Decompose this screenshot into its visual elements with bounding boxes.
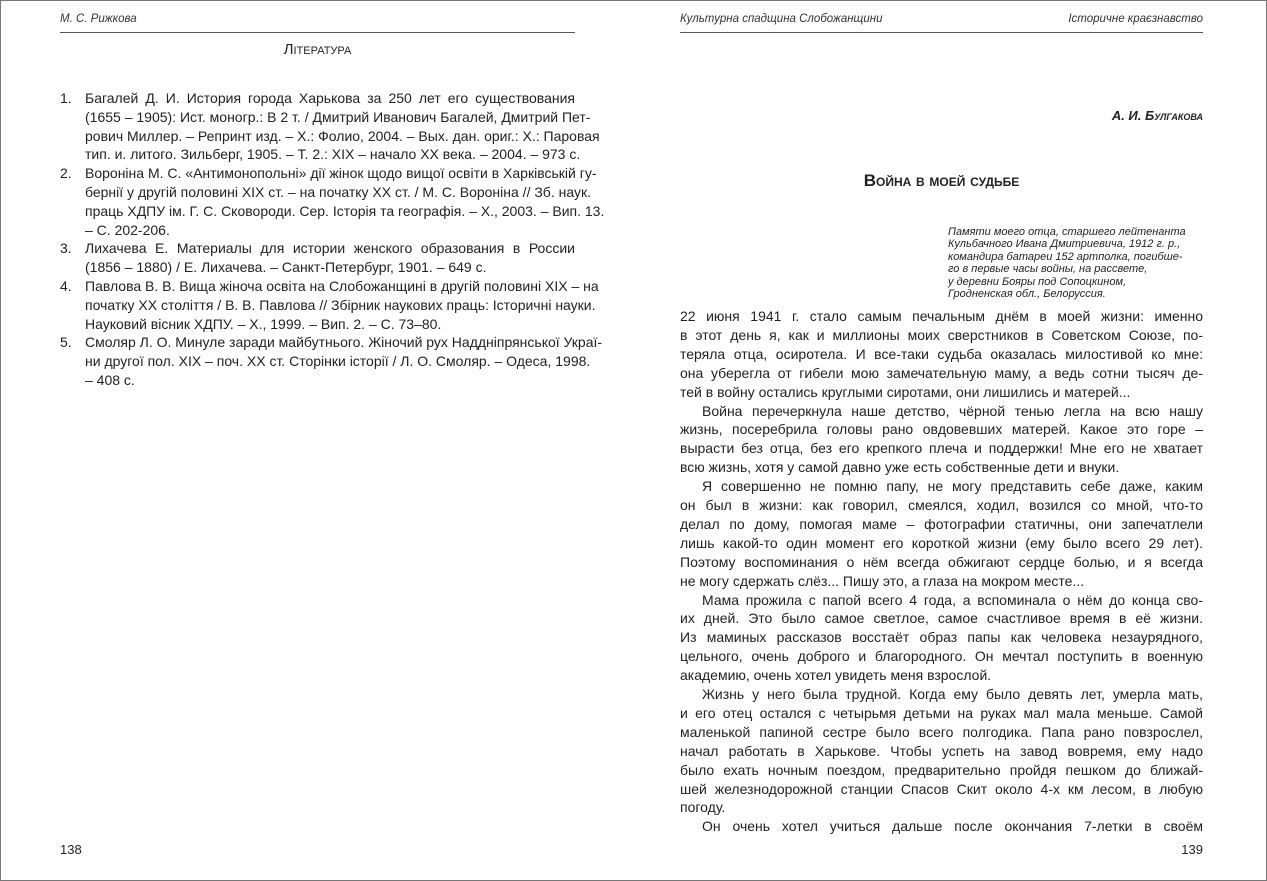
body-line: она уберегла от гибели мою замечательную маму, а ведь сотни тысяч де- [680,364,1203,381]
reference-line: – 408 с. [85,372,135,388]
reference-line: (1655 – 1905): Ист. моногр.: В 2 т. / Дмитрий Иванович Багалей, Дмитрий Пет- [85,108,591,125]
page-number: 138 [60,842,82,857]
article-title: Война в моей судьбе [863,171,1020,190]
running-head-section: Історичне краєзнавство [1068,13,1203,25]
reference-line: Павлова В. В. Вища жіноча освіта на Слобожанщині в другій половині XIX – на [85,278,599,294]
header-rule [60,32,575,33]
reference-line: Смоляр Л. О. Минуле заради майбутнього. Жіночий рух Наддніпрянської Украї- [85,334,603,351]
body-line: их дней. Это было самое светлое, самое счастливое время в её жизни. [680,610,1203,627]
reference-number: 3. [60,240,72,257]
reference-line: Науковий вісник ХДПУ. – Х., 1999. – Вип. 2. – С. 73–80. [85,315,442,332]
epigraph-line: командира батареи 152 артполка, погибше- [948,250,1183,263]
epigraph-line: Памяти моего отца, старшего лейтенанта [948,226,1186,238]
body-line: Поэтому воспоминания о нём всегда обжигают сердце болью, и я всегда [680,553,1203,570]
body-line: маленькой папиной сестре было всего полгодика. Папа рано повзрослел, [680,723,1203,740]
body-line: Из маминых рассказов восстаёт образ папы как человека незаурядного, [680,629,1203,646]
body-line: Я совершенно не помню папу, не могу представить себе даже, каким [702,478,1203,495]
epigraph-line: у деревни Бояры под Сопоцкином, [948,275,1127,288]
body-line: лишь какой-то один момент его короткой жизни (ему было всего 29 лет). [680,534,1203,551]
body-line: он был в жизни: как говорил, смеялся, ходил, возился со мной, что-то [680,497,1203,513]
epigraph-line: Кульбачного Ивана Дмитриевича, 1912 г. р., [948,238,1181,251]
body-line: всю жизнь, хотя у самой давно уже есть собственные дети и внуки. [680,459,1120,476]
body-line: теряла отца, осиротела. И все-таки судьба оказалась милостивой ко мне: [680,345,1203,362]
reference-number: 4. [60,278,72,294]
reference-line: Лихачева Е. Материалы для истории женского образования в России [85,240,575,257]
reference-line: ни другої пол. XIX – поч. XX ст. Сторінки історії / Л. О. Смоляр. – Одеса, 1998. [85,353,591,370]
body-line: Мама прожила с папой всего 4 года, а вспоминала о нём до конца сво- [702,591,1203,608]
body-line: академию, очень хотел увидеть меня взрослой. [680,667,992,684]
body-line: в этот день я, как и миллионы моих сверстников в Советском Союзе, по- [680,326,1203,343]
body-line: было ехать ночным поездом, предварительно пройдя пешком до ближай- [680,761,1203,778]
body-line: не могу сдержать слёз... Пишу это, а глаза на мокром месте... [680,572,1085,589]
epigraph-line: Гродненская обл., Белоруссия. [948,288,1106,300]
article-author: А. И. Булгакова [1111,108,1203,123]
reference-line: бернії у другій половині XIX ст. – на початку XX ст. / М. С. Вороніна // Зб. наук. [85,184,591,200]
section-title: Література [283,41,352,58]
body-line: Война перечеркнула наше детство, чёрной тенью легла на всю нашу [702,402,1203,419]
body-line: тей в войну остались круглыми сиротами, они лишились и матерей... [680,383,1131,400]
reference-line: рович Миллер. – Репринт изд. – Х.: Фолио, 2004. – Вых. дан. ориг.: Х.: Паровая [85,127,600,144]
body-line: 22 июня 1941 г. стало самым печальным днём в моей жизни: именно [680,308,1203,324]
page-number: 139 [1181,842,1203,857]
reference-number: 2. [60,165,72,182]
body-line: делал по дому, помогая маме – фотографии статичны, они запечатлели [680,515,1203,532]
body-line: Жизнь у него была трудной. Когда ему было девять лет, умерла мать, [702,686,1203,702]
body-line: погоду. [680,799,726,816]
reference-line: Багалей Д. И. История города Харькова за 250 лет его существования [85,90,575,106]
body-line: начал работать в Харькове. Чтобы успеть на завод вовремя, ему надо [680,742,1203,759]
body-line: цельного, очень доброго и благородного. Он мечтал поступить в военную [680,648,1203,665]
body-line: жизнь, посеребрила головы рано овдовевших матерей. Какое это горе – [680,421,1203,438]
body-line: и его отец остался с четырьмя детьми на руках мал мала меньше. Самой [680,704,1203,721]
body-line: шей железнодорожной станции Спасов Скит около 4-х км лесом, в любую [680,780,1203,797]
reference-line: початку XX століття / В. В. Павлова // Збірник наукових праць: Історичні науки. [85,296,596,313]
body-line: Он очень хотел учиться дальше после окончания 7-летки в своём [702,818,1203,835]
reference-line: праць ХДПУ ім. Г. С. Сковороди. Сер. Історія та географія. – Х., 2003. – Вип. 13. [85,202,605,219]
running-head-author: М. С. Рижкова [60,13,137,25]
header-rule [680,32,1203,33]
reference-line: Вороніна М. С. «Антимонопольні» дії жінок щодо вищої освіти в Харківській гу- [85,165,597,182]
reference-number: 1. [60,90,72,106]
epigraph-line: го в первые часы войны, на рассвете, [948,263,1148,276]
reference-number: 5. [60,334,72,351]
body-line: вырасти без отца, без его крепкого плеча и поддержки! Мне его не хватает [680,440,1203,457]
reference-line: тип. и. литого. Зильберг, 1905. – Т. 2.: XIX – начало XX века. – 2004. – 973 с. [85,146,581,163]
reference-line: – С. 202-206. [85,221,170,238]
reference-line: (1856 – 1880) / Е. Лихачева. – Санкт-Петербург, 1901. – 649 с. [85,259,487,276]
running-head-collection: Культурна спадщина Слобожанщини [680,13,883,25]
